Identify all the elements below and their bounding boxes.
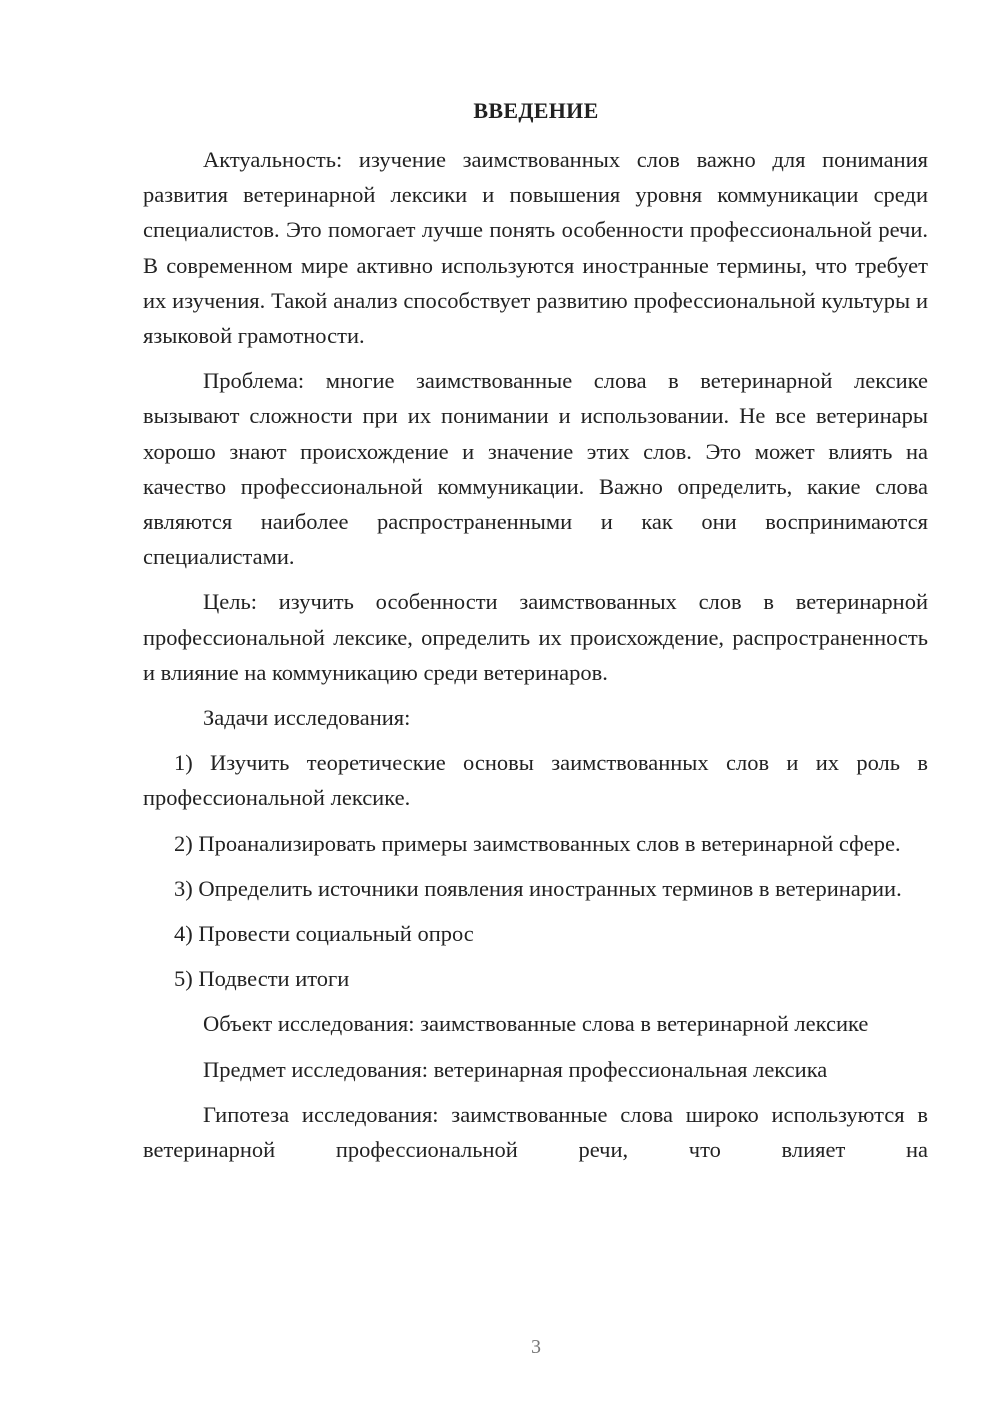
task-item-5: 5) Подвести итоги bbox=[174, 966, 350, 992]
document-body bbox=[143, 142, 928, 1167]
paragraph-problem: Проблема: многие заимствованные слова в ветеринарной лексике вызывают сложности при их понимании и использовании. Не все ветеринары хорошо знают происхождение и значение этих слов. Это может влиять на качество профессиональной коммуникации. Важно определить, какие слова являются наиболее распространенными и как они воспринимаются специалистами. bbox=[143, 368, 928, 570]
paragraph-relevance: Актуальность: изучение заимствованных слов важно для понимания развития ветеринарной лексики и повышения уровня коммуникации среди специалистов. Это помогает лучше понять особенности профессиональной речи. В современном мире активно используются иностранные термины, что требует их изучения. Такой анализ способствует развитию профессиональной культуры и языковой грамотности. bbox=[143, 147, 928, 349]
paragraph-hypothesis: Гипотеза исследования: заимствованные слова широко используются в ветеринарной профессиональной речи, что влияет на bbox=[143, 1101, 928, 1163]
page-number: 3 bbox=[531, 1336, 541, 1358]
task-item-3: 3) Определить источники появления иностранных терминов в ветеринарии. bbox=[174, 875, 902, 901]
paragraph-goal: Цель: изучить особенности заимствованных слов в ветеринарной профессиональной лексике, определить их происхождение, распространенность и влияние на коммуникацию среди ветеринаров. bbox=[143, 589, 928, 685]
section-heading: ВВЕДЕНИЕ bbox=[473, 98, 599, 123]
paragraph-subject: Предмет исследования: ветеринарная профессиональная лексика bbox=[203, 1056, 828, 1082]
task-item-1: 1) Изучить теоретические основы заимствованных слов и их роль в профессиональной лексике. bbox=[143, 750, 928, 811]
task-item-4: 4) Провести социальный опрос bbox=[174, 921, 474, 947]
paragraph-tasks-heading: Задачи исследования: bbox=[203, 705, 411, 731]
task-item-2: 2) Проанализировать примеры заимствованных слов в ветеринарной сфере. bbox=[174, 830, 901, 856]
paragraph-object: Объект исследования: заимствованные слова в ветеринарной лексике bbox=[203, 1011, 869, 1037]
